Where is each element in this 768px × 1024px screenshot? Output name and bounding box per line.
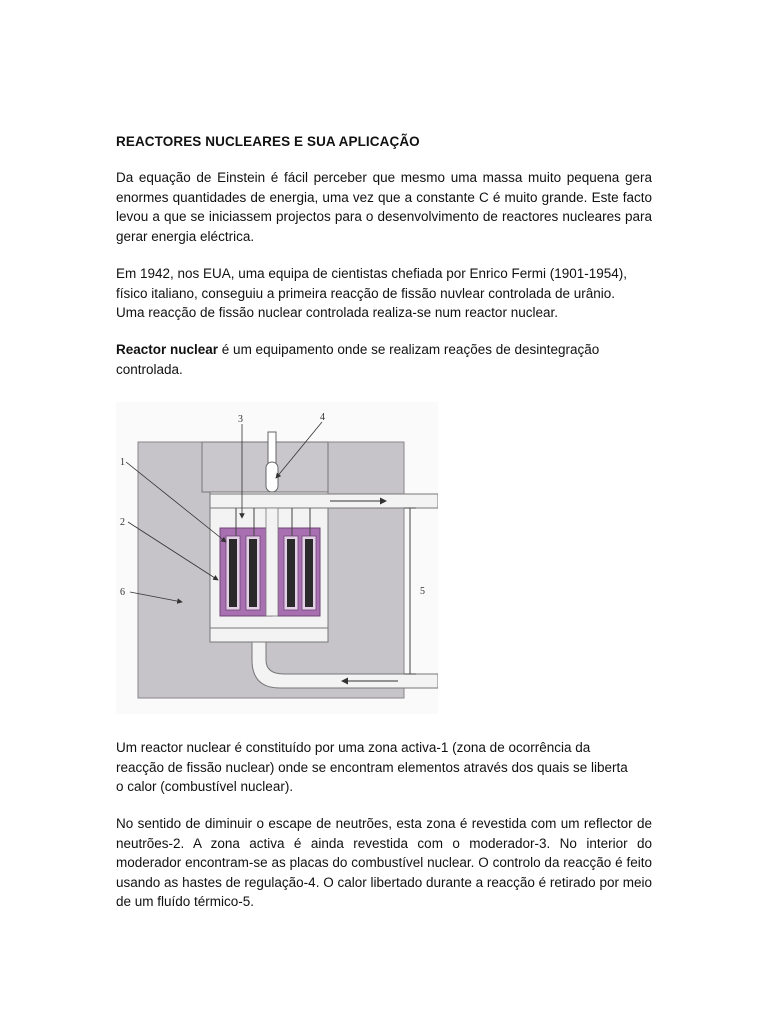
paragraph-active-zone-line1: Um reactor nuclear é constituído por uma zona activa-1 (zona de ocorrência da: [116, 740, 591, 755]
label-5: 5: [420, 586, 425, 597]
label-6: 6: [120, 587, 125, 598]
paragraph-fermi-line2: físico italiano, conseguiu a primeira reacção de fissão nuvlear controlada de urânio.: [116, 285, 616, 301]
fuel-rod: [229, 539, 237, 607]
paragraph-active-zone: [116, 738, 652, 797]
label-1: 1: [120, 457, 125, 468]
paragraph-reflector-moderator: No sentido de diminuir o escape de neutrões, esta zona é revestida com um reflector de neutrões-2. A zona activa é ainda revestida com o moderador-3. No interior do moderador encontram-se as placas do combustível nuclear. O controlo da reacção é feito usando as hastes de regulação-4. O calor libertado durante a reacção é retirado por meio de um fluído térmico-5.: [116, 816, 652, 909]
fuel-rod: [287, 539, 295, 607]
lower-plenum: [210, 628, 328, 642]
reactor-diagram: [116, 402, 438, 714]
paragraph-fermi-line3: Uma reacção de fissão nuclear controlada realiza-se num reactor nuclear.: [116, 305, 558, 320]
paragraph-reactor-definition: [116, 340, 652, 379]
reactor-definition-line1: é um equipamento onde se realizam reações de desintegração: [218, 342, 600, 357]
outlet-pipe: [210, 494, 438, 508]
paragraph-fermi-line1: Em 1942, nos EUA, uma equipa de cientistas chefiada por Enrico Fermi (1901-1954),: [116, 266, 628, 281]
label-4: 4: [320, 412, 325, 423]
paragraph-active-zone-line3: o calor (combustível nuclear).: [116, 779, 294, 794]
paragraph-active-zone-line2: reacção de fissão nuclear) onde se encontram elementos através dos quais se liberta: [116, 759, 628, 775]
label-3: 3: [238, 414, 243, 425]
fuel-rod: [249, 539, 257, 607]
reactor-definition-line2: controlada.: [116, 361, 183, 377]
document-title: REACTORES NUCLEARES E SUA APLICAÇÃO: [116, 134, 420, 149]
reactor-term: Reactor nuclear: [116, 342, 219, 357]
paragraph-fermi: [116, 264, 652, 323]
paragraph-einstein: Da equação de Einstein é fácil perceber que mesmo uma massa muito pequena gera enormes quantidades de energia, uma vez que a constante C é muito grande. Este facto levou a que se iniciassem projectos para o desenvolvimento de reactores nucleares para gerar energia eléctrica.: [116, 170, 652, 244]
fuel-rod: [305, 539, 313, 607]
label-2: 2: [120, 517, 125, 528]
top-cap: [202, 442, 328, 492]
